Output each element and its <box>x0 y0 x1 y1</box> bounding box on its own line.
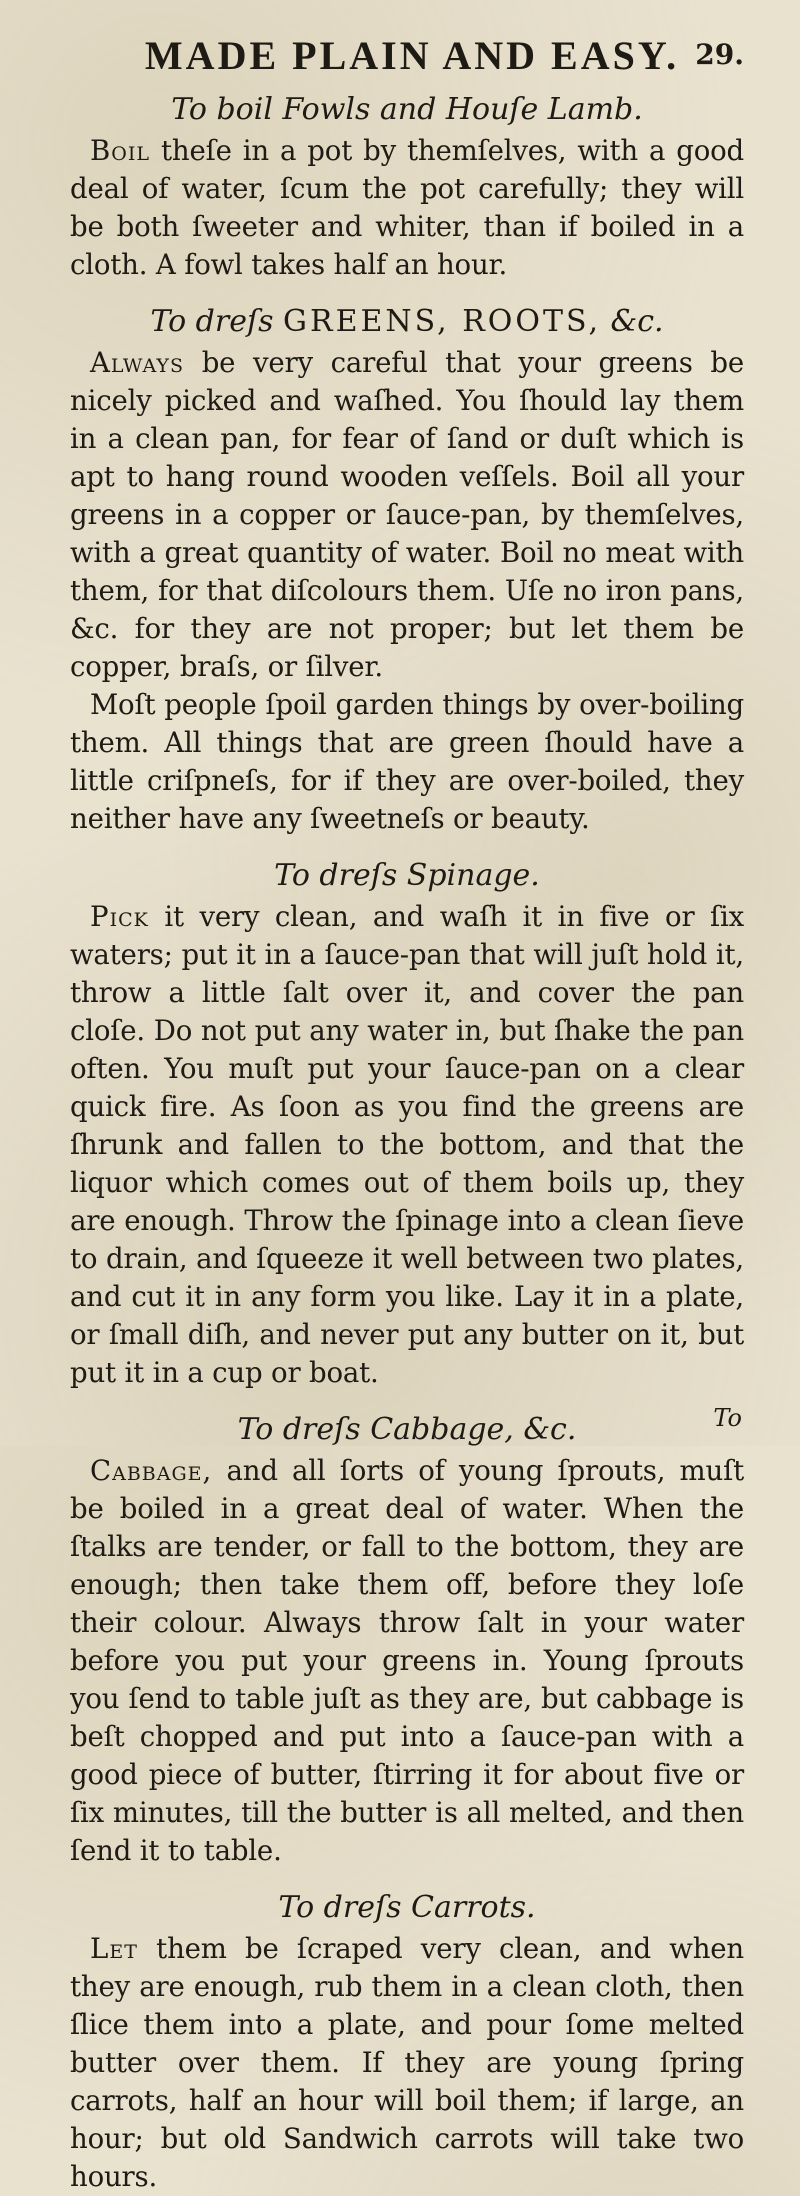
paragraph-text: theſe in a pot by themſelves, with a good deal of water, ſcum the pot carefully; they will be both ſweeter and whiter, than if boiled in a cloth. A fowl takes half an hour. <box>70 134 744 281</box>
section-paragraph-2: Moſt people ſpoil garden things by over-boiling them. All things that are green ſhould have a little criſpneſs, for if they are over-boiled, they neither have any ſweetneſs or beauty. <box>70 688 744 835</box>
lead-word: Cabbage, <box>90 1454 213 1487</box>
section-paragraph <box>70 1452 744 1870</box>
paragraph-text: and all ſorts of young ſprouts, muſt be boiled in a great deal of water. When the ſtalks are tender, or fall to the bottom, they are enough; then take them off, before they loſe their colour. Always throw ſalt in your water before you put your greens in. Young ſprouts you ſend to table juſt as they are, but cabbage is beſt chopped and put into a ſauce-pan with a good piece of butter, ſtirring it for about five or ſix minutes, till the butter is all melted, and then ſend it to table. <box>70 1454 744 1867</box>
section-paragraph <box>70 1930 744 2196</box>
paragraph-text: them be ſcraped very clean, and when they are enough, rub them in a clean cloth, then ſlice them into a plate, and pour ſome melted butter over them. If they are young ſpring carrots, half an hour will boil them; if large, an hour; but old Sandwich carrots will take two hours. <box>70 1932 744 2193</box>
catchword: To <box>713 1404 742 1432</box>
lead-word: Let <box>90 1932 138 1965</box>
section-greens-roots <box>70 302 744 838</box>
section-boil-fowls <box>70 90 744 284</box>
section-paragraph <box>70 898 744 1392</box>
heading-prefix: To dreſs <box>150 304 274 339</box>
running-title: MADE PLAIN AND EASY. <box>144 33 680 78</box>
paragraph-text: it very clean, and waſh it in five or ſix waters; put it in a ſauce-pan that will juſt hold it, throw a little ſalt over it, and cover the pan cloſe. Do not put any water in, but ſhake the pan often. You muſt put your ſauce-pan on a clear quick fire. As ſoon as you find the greens are ſhrunk and fallen to the bottom, and that the liquor which comes out of them boils up, they are enough. Throw the ſpinage into a clean ſieve to drain, and ſqueeze it well between two plates, and cut it in any form you like. Lay it in a plate, or ſmall diſh, and never put any butter on it, but put it in a cup or boat. <box>70 900 744 1389</box>
section-spinage <box>70 856 744 1392</box>
section-heading: To dreſs Cabbage, &c. <box>237 1412 577 1447</box>
section-heading: To boil Fowls and Houſe Lamb. <box>171 92 643 127</box>
lead-word: Always <box>90 346 184 379</box>
section-heading: To dreſs Spinage. <box>274 858 540 893</box>
section-heading: To dreſs Carrots. <box>278 1890 536 1925</box>
heading-suffix: &c. <box>610 304 664 339</box>
page-number: 29. <box>695 38 744 71</box>
section-cabbage <box>70 1410 744 1870</box>
section-carrots <box>70 1888 744 2196</box>
heading-main: GREENS, ROOTS, <box>283 304 601 339</box>
section-paragraph <box>70 132 744 284</box>
section-paragraph <box>70 344 744 686</box>
lead-word: Pick <box>90 900 149 933</box>
running-head <box>80 32 744 80</box>
paragraph-text: be very careful that your greens be nicely picked and waſhed. You ſhould lay them in a clean pan, for fear of ſand or duſt which is apt to hang round wooden veſſels. Boil all your greens in a copper or ſauce-pan, by themſelves, with a great quantity of water. Boil no meat with them, for that diſcolours them. Uſe no iron pans, &c. for they are not proper; but let them be copper, braſs, or ſilver. <box>70 346 744 683</box>
section-heading <box>70 302 744 342</box>
lead-word: Boil <box>90 134 150 167</box>
